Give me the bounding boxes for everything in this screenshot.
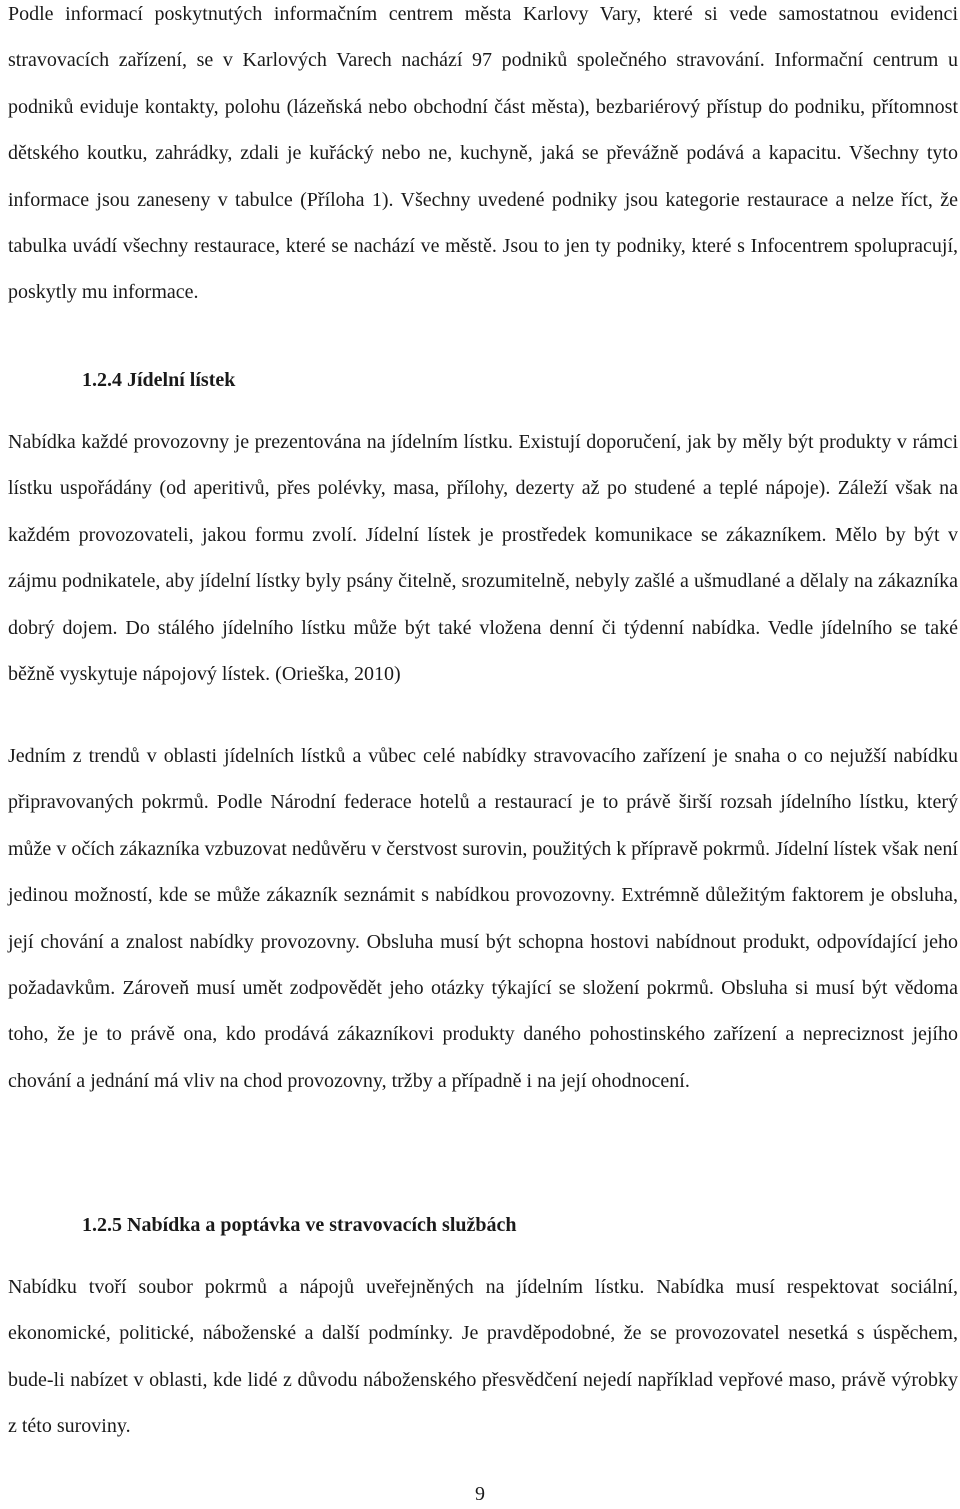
paragraph-intro: Podle informací poskytnutých informačním centrem města Karlovy Vary, které si vede samostatnou evidenci stravovacích zařízení, se v Karlových Varech nachází 97 podniků společného stravování. Informační centrum u podniků eviduje kontakty, polohu (lázeňská nebo obchodní část města), bezbariérový přístup do podniku, přítomnost dětského koutku, zahrádky, zdali je kuřácký nebo ne, kuchyně, jaká se převážně podává a kapacitu. Všechny tyto informace jsou zaneseny v tabulce (Příloha 1). Všechny uvedené podniky jsou kategorie restaurace a nelze říct, že tabulka uvádí všechny restaurace, které se nachází ve městě. Jsou to jen ty podniky, které s Infocentrem spolupracují, poskytly mu informace. <box>8 3 958 304</box>
page-number: 9 <box>475 1483 485 1505</box>
heading-section-1-2-4: 1.2.4 Jídelní lístek <box>82 369 236 391</box>
heading-section-1-2-5: 1.2.5 Nabídka a poptávka ve stravovacích službách <box>82 1214 517 1236</box>
paragraph-menu-1: Nabídka každé provozovny je prezentována na jídelním lístku. Existují doporučení, jak by měly být produkty v rámci lístku uspořádány (od aperitivů, přes polévky, masa, přílohy, dezerty až po studené a teplé nápoje). Záleží však na každém provozovateli, jakou formu zvolí. Jídelní lístek je prostředek komunikace se zákazníkem. Mělo by být v zájmu podnikatele, aby jídelní lístky byly psány čitelně, srozumitelně, nebyly zašlé a ušmudlané a dělaly na zákazníka dobrý dojem. Do stálého jídelního lístku může být také vložena denní či týdenní nabídka. Vedle jídelního se také běžně vyskytuje nápojový lístek. (Orieška, 2010) <box>8 431 958 686</box>
paragraph-supply-demand: Nabídku tvoří soubor pokrmů a nápojů uveřejněných na jídelním lístku. Nabídka musí respektovat sociální, ekonomické, politické, náboženské a další podmínky. Je pravděpodobné, že se provozovatel nesetká s úspěchem, bude-li nabízet v oblasti, kde lidé z důvodu náboženského přesvědčení nejedí například vepřové maso, právě výrobky z této suroviny. <box>8 1276 958 1438</box>
paragraph-menu-2: Jedním z trendů v oblasti jídelních lístků a vůbec celé nabídky stravovacího zařízení je snaha o co nejužší nabídku připravovaných pokrmů. Podle Národní federace hotelů a restaurací je to právě širší rozsah jídelního lístku, který může v očích zákazníka vzbuzovat nedůvěru v čerstvost surovin, použitých k přípravě pokrmů. Jídelní lístek však není jedinou možností, kde se může zákazník seznámit s nabídkou provozovny. Extrémně důležitým faktorem je obsluha, její chování a znalost nabídky provozovny. Obsluha musí být schopna hostovi nabídnout produkt, odpovídající jeho požadavkům. Zároveň musí umět zodpovědět jeho otázky týkající se složení pokrmů. Obsluha si musí být vědoma toho, že je to právě ona, kdo prodává zákazníkovi produkty daného pohostinského zařízení a nepreciznost jejího chování a jednání má vliv na chod provozovny, tržby a případně i na její ohodnocení. <box>8 745 958 1092</box>
